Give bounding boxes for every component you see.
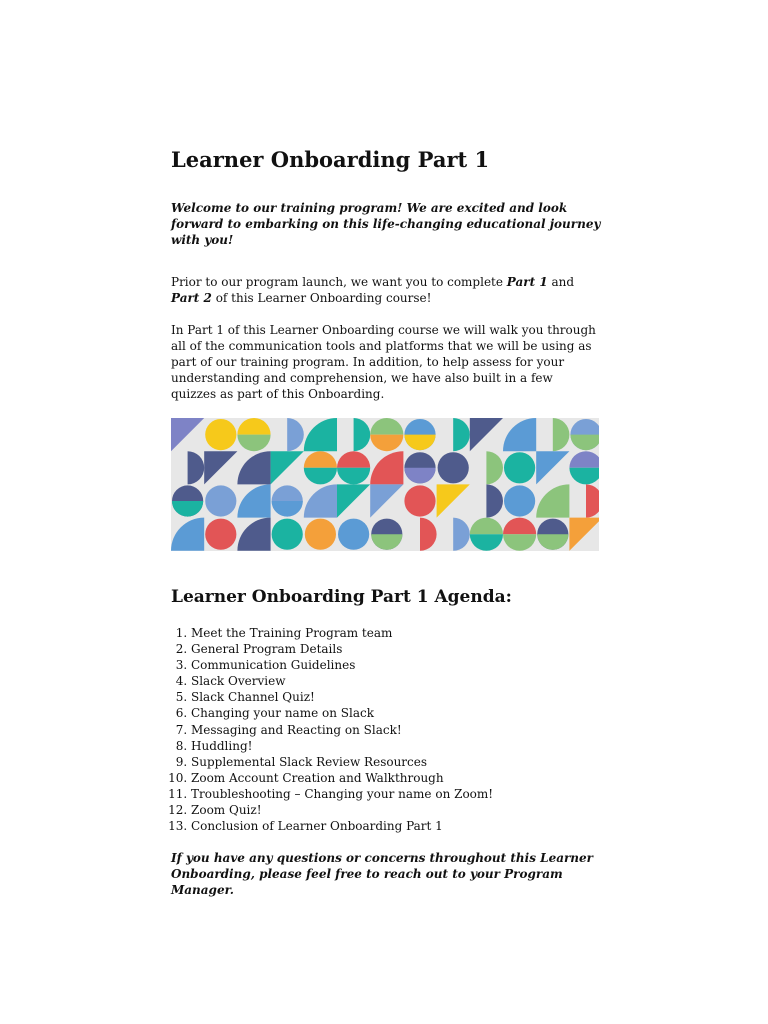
agenda-item: 13. Conclusion of Learner Onboarding Part 1 [191, 818, 601, 834]
agenda-item: 7. Messaging and Reacting on Slack! [191, 722, 601, 738]
intro-paragraph: Welcome to our training program! We are excited and look forward to embarking on this life-changing educational journey with you! [171, 201, 601, 247]
closing-note: If you have any questions or concerns throughout this Learner Onboarding, please feel free to reach out to your Program Manager. [171, 851, 593, 898]
agenda-item: 2. General Program Details [191, 641, 601, 657]
prior-paragraph [171, 274, 601, 306]
agenda-item: 5. Slack Channel Quiz! [191, 689, 601, 705]
agenda-item: 6. Changing your name on Slack [191, 705, 601, 721]
agenda-item: 11. Troubleshooting – Changing your name on Zoom! [191, 786, 601, 802]
prior-text-before: Prior to our program launch, we want you to complete [171, 275, 507, 289]
prior-text-after: of this Learner Onboarding course! [211, 291, 432, 305]
agenda-item: 3. Communication Guidelines [191, 657, 601, 673]
agenda-item: 12. Zoom Quiz! [191, 802, 601, 818]
part2-emphasis: Part 2 [171, 291, 212, 305]
and-text: and [547, 275, 575, 289]
agenda-item: 4. Slack Overview [191, 673, 601, 689]
agenda-item: 1. Meet the Training Program team [191, 625, 601, 641]
agenda-item: 8. Huddling! [191, 738, 601, 754]
part1-description: In Part 1 of this Learner Onboarding course we will walk you through all of the communication tools and platforms that we will be using as part of our training program. In addition, to help assess for your understanding and comprehension, we have also built in a few quizzes as part of this Onboarding. [171, 323, 596, 401]
geometric-pattern-banner [171, 418, 599, 551]
agenda-list [171, 625, 601, 834]
document-content [171, 146, 601, 914]
part1-emphasis: Part 1 [506, 275, 548, 289]
agenda-title: Learner Onboarding Part 1 Agenda: [171, 587, 512, 607]
agenda-item: 10. Zoom Account Creation and Walkthrough [191, 770, 601, 786]
agenda-item: 9. Supplemental Slack Review Resources [191, 754, 601, 770]
page-title: Learner Onboarding Part 1 [171, 147, 490, 172]
